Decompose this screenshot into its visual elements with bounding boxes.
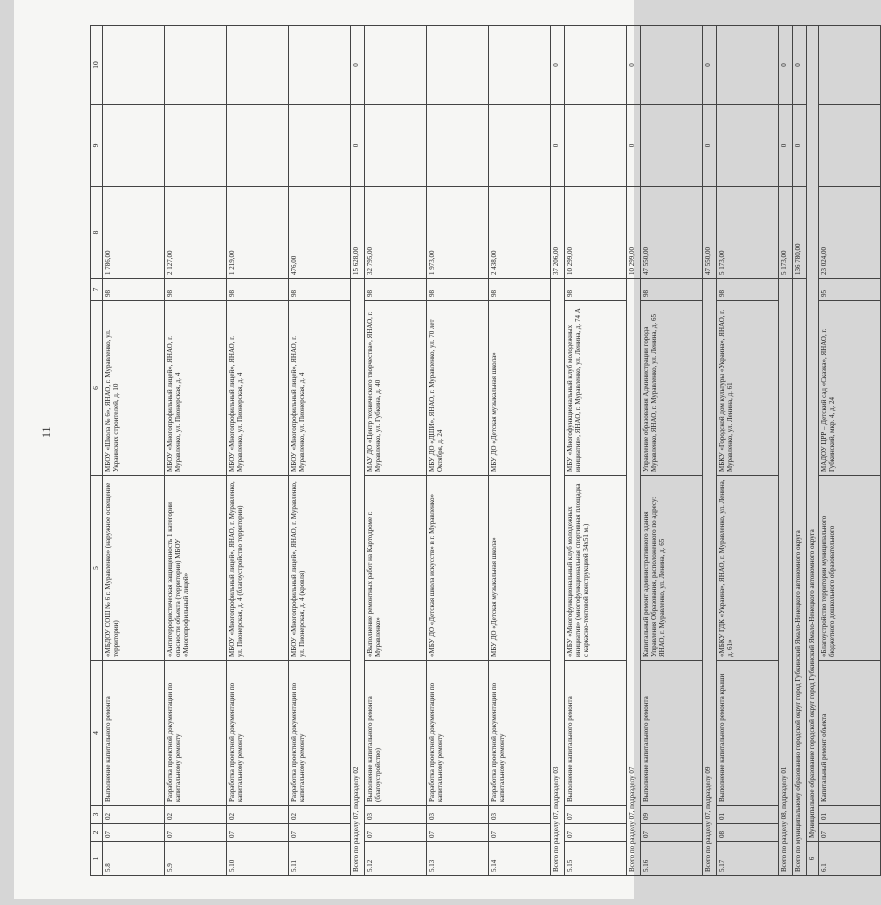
table-cell: 09: [640, 806, 702, 824]
table-cell: 98: [426, 279, 488, 301]
table-cell: 0: [550, 26, 564, 105]
table-cell: [364, 26, 426, 105]
table-cell: 37 206,00: [550, 187, 564, 279]
table-cell: [818, 105, 880, 187]
subtotal-row: [778, 26, 792, 876]
subtotal-row: [702, 26, 716, 876]
table-cell: 0: [778, 105, 792, 187]
table-cell: 0: [550, 105, 564, 187]
table-cell: 5.11: [288, 842, 350, 876]
table-row: [818, 26, 880, 876]
table-cell: 07: [102, 824, 164, 842]
table-cell: 07: [818, 824, 880, 842]
table-cell: 15 628,00: [350, 187, 364, 279]
column-number-header: [91, 26, 103, 876]
table-cell: «МБУ ДО «Детская школа искусств» в г. Муравленко»: [426, 476, 488, 661]
table-cell: [102, 26, 164, 105]
table-cell: 2: [91, 824, 103, 842]
table-cell: [288, 26, 350, 105]
table-cell: Выполнение капитального ремонта крыши: [716, 661, 778, 806]
table-cell: 476,00: [288, 187, 350, 279]
table-cell: 95: [818, 279, 880, 301]
table-cell: [426, 26, 488, 105]
table-cell: 07: [564, 824, 626, 842]
table-cell: 98: [488, 279, 550, 301]
table-row: [640, 26, 702, 876]
table-row: [488, 26, 550, 876]
table-cell: 3: [91, 806, 103, 824]
table-cell: 10 299,00: [564, 187, 626, 279]
table-cell: 2 438,00: [488, 187, 550, 279]
capital-repair-table: [90, 25, 881, 876]
table-cell: Выполнение капитального ремонта (благоустройство): [364, 661, 426, 806]
table-cell: [564, 105, 626, 187]
table-cell: «Антитеррористическая защищенность 1 категории опасности объекта (территории) МБОУ «Многопрофильный лицей»: [164, 476, 226, 661]
table-cell: 5.13: [426, 842, 488, 876]
subtotal-row: [550, 26, 564, 876]
table-cell: 03: [364, 806, 426, 824]
table-cell: 1 219,00: [226, 187, 288, 279]
table-cell: [640, 26, 702, 105]
table-cell: 07: [488, 824, 550, 842]
table-cell: 1: [91, 842, 103, 876]
table-cell: 02: [288, 806, 350, 824]
table-cell: МБОУ «Многопрофильный лицей», ЯНАО, г. Муравленко, ул. Пионерская, д. 4: [288, 301, 350, 476]
table-cell: Всего по разделу 07, подразделу 07: [626, 279, 640, 876]
table-body: [91, 26, 881, 876]
table-cell: Выполнение капитального ремонта: [640, 661, 702, 806]
table-cell: 07: [364, 824, 426, 842]
table-cell: 07: [426, 824, 488, 842]
table-cell: «МБДОУ СОШ № 6 г. Муравленко» (наружное освещение территории): [102, 476, 164, 661]
table-cell: [102, 105, 164, 187]
table-cell: 01: [818, 806, 880, 824]
table-cell: 0: [626, 105, 640, 187]
table-cell: 136 780,00: [792, 187, 806, 279]
table-cell: 23 024,00: [818, 187, 880, 279]
rotated-table-container: [90, 26, 836, 876]
table-cell: 07: [288, 824, 350, 842]
table-cell: МБОУ «Школа № 6», ЯНАО, г. Муравленко, ул. Украинских строителей, д. 10: [102, 301, 164, 476]
table-cell: МБУ «Многофункциональный клуб молодежных инициатив», ЯНАО, г. Муравленко, ул. Ленина, д. 74 А: [564, 301, 626, 476]
table-cell: МАУ ДО «Центр технического творчества», ЯНАО, г. Муравленко, ул. Губкина, д. 40: [364, 301, 426, 476]
table-cell: 10: [91, 26, 103, 105]
table-cell: 98: [288, 279, 350, 301]
table-cell: 0: [792, 26, 806, 105]
table-cell: 1 786,00: [102, 187, 164, 279]
table-cell: [164, 105, 226, 187]
table-row: [716, 26, 778, 876]
table-cell: 2 127,00: [164, 187, 226, 279]
table-cell: «Благоустройство территории муниципального бюджетного дошкольного образовательного: [818, 476, 880, 661]
table-cell: Выполнение капитального ремонта: [102, 661, 164, 806]
table-cell: МБОУ «Многопрофильный лицей», ЯНАО, г. Муравленко, ул. Пионерская, д. 4 (кровля): [288, 476, 350, 661]
table-row: [426, 26, 488, 876]
table-cell: Всего по разделу 08, подразделу 01: [778, 279, 792, 876]
table-cell: 5 173,00: [716, 187, 778, 279]
table-cell: Капитальный ремонт объекта: [818, 661, 880, 806]
table-cell: МАДОУ ЦРР – Детский сад «Сказка», ЯНАО, г. Губкинский, мкр. 4, д. 24: [818, 301, 880, 476]
table-cell: 47 550,00: [702, 187, 716, 279]
table-cell: 6.1: [818, 842, 880, 876]
table-cell: МБУ ДО «Детская музыкальная школа»: [488, 301, 550, 476]
page-number: 11: [39, 426, 53, 438]
table-cell: 07: [226, 824, 288, 842]
table-cell: Всего по разделу 07, подразделу 03: [550, 279, 564, 876]
table-cell: Разработка проектной документации по капитальному ремонту: [164, 661, 226, 806]
table-cell: 0: [778, 26, 792, 105]
table-cell: 5.14: [488, 842, 550, 876]
table-cell: [488, 26, 550, 105]
table-row: [364, 26, 426, 876]
table-cell: 98: [164, 279, 226, 301]
table-cell: Разработка проектной документации по капитальному ремонту: [488, 661, 550, 806]
table-cell: 07: [640, 824, 702, 842]
table-row: [164, 26, 226, 876]
table-cell: 98: [102, 279, 164, 301]
table-cell: МБКУ «Городской дом культуры «Украина», ЯНАО, г. Муравленко, ул. Ленина, д. 61: [716, 301, 778, 476]
table-cell: Управление образования Администрации города Муравленко, ЯНАО, г. Муравленко, ул. Ленина, д. 65: [640, 301, 702, 476]
table-cell: 03: [488, 806, 550, 824]
table-row: [564, 26, 626, 876]
table-row: [288, 26, 350, 876]
table-cell: Разработка проектной документации по капитальному ремонту: [226, 661, 288, 806]
table-cell: 5: [91, 476, 103, 661]
table-cell: 0: [350, 105, 364, 187]
table-cell: [164, 26, 226, 105]
table-cell: 5.12: [364, 842, 426, 876]
table-cell: 0: [350, 26, 364, 105]
table-cell: МБОУ «Многопрофильный лицей», ЯНАО, г. Муравленко, ул. Пионерская, д. 4 (благоустройство территории): [226, 476, 288, 661]
table-cell: 47 550,00: [640, 187, 702, 279]
table-cell: 4: [91, 661, 103, 806]
table-cell: [226, 105, 288, 187]
table-cell: 6: [806, 842, 818, 876]
table-cell: 32 795,00: [364, 187, 426, 279]
table-cell: 10 299,00: [626, 187, 640, 279]
table-cell: [426, 105, 488, 187]
table-cell: Капитальный ремонт административного здания Управления Образования, расположенного по адресу: ЯНАО, г. Муравленко, ул. Ленина, д. 65: [640, 476, 702, 661]
table-cell: 0: [792, 105, 806, 187]
table-cell: [716, 105, 778, 187]
table-cell: «МБКУ ГДК «Украина», ЯНАО, г. Муравленко, ул. Ленина, д. 61»: [716, 476, 778, 661]
table-cell: 98: [564, 279, 626, 301]
table-cell: 03: [426, 806, 488, 824]
subtotal-row: [792, 26, 806, 876]
table-row: [226, 26, 288, 876]
table-cell: 5.10: [226, 842, 288, 876]
table-cell: Разработка проектной документации по капитальному ремонту: [426, 661, 488, 806]
table-cell: [488, 105, 550, 187]
table-cell: 98: [226, 279, 288, 301]
table-cell: МБОУ «Многопрофильный лицей», ЯНАО, г. Муравленко, ул. Пионерская, д. 4: [226, 301, 288, 476]
table-cell: 5.9: [164, 842, 226, 876]
table-cell: 98: [640, 279, 702, 301]
subtotal-row: [350, 26, 364, 876]
table-cell: 5.8: [102, 842, 164, 876]
table-cell: [364, 105, 426, 187]
table-cell: МБУ ДО «ДШИ», ЯНАО, г. Муравленко, ул. 70 лет Октября, д. 24: [426, 301, 488, 476]
table-cell: 5.15: [564, 842, 626, 876]
table-cell: 5.17: [716, 842, 778, 876]
table-cell: «МБУ «Многофункциональный клуб молодежных инициатив» (многофункциональная спортивная площадка с каркасно-тентовой конструкцией 34х51 м.): [564, 476, 626, 661]
table-cell: Разработка проектной документации по капитальному ремонту: [288, 661, 350, 806]
table-cell: 07: [564, 806, 626, 824]
table-cell: 7: [91, 279, 103, 301]
table-cell: 02: [164, 806, 226, 824]
table-cell: 02: [102, 806, 164, 824]
table-cell: 0: [702, 26, 716, 105]
table-cell: «Выполнение ремонтных работ на Картодроме г. Муравленко»: [364, 476, 426, 661]
table-cell: 9: [91, 105, 103, 187]
table-cell: [716, 26, 778, 105]
table-cell: [640, 105, 702, 187]
table-cell: 5.16: [640, 842, 702, 876]
table-cell: 07: [164, 824, 226, 842]
subtotal-row: [626, 26, 640, 876]
table-cell: 6: [91, 301, 103, 476]
table-cell: [288, 105, 350, 187]
table-cell: Всего по разделу 07, подразделу 09: [702, 279, 716, 876]
table-cell: Муниципальное образование городской округ город Губкинский Ямало-Ненецкого автономного округа: [806, 26, 818, 842]
table-cell: [818, 26, 880, 105]
table-cell: 1 973,00: [426, 187, 488, 279]
table-cell: 02: [226, 806, 288, 824]
table-cell: 8: [91, 187, 103, 279]
table-cell: 98: [716, 279, 778, 301]
table-cell: [226, 26, 288, 105]
table-row: [102, 26, 164, 876]
table-cell: 0: [702, 105, 716, 187]
table-cell: Всего по разделу 07, подразделу 02: [350, 279, 364, 876]
table-cell: Всего по муниципальному образованию городской округ город Губкинский Ямало-Ненецкого автономного округа: [792, 279, 806, 876]
table-cell: [564, 26, 626, 105]
table-cell: МБУ ДО «Детская музыкальная школа»: [488, 476, 550, 661]
table-cell: 98: [364, 279, 426, 301]
section-row: [806, 26, 818, 876]
table-cell: 01: [716, 806, 778, 824]
table-cell: 0: [626, 26, 640, 105]
table-cell: 08: [716, 824, 778, 842]
table-cell: МБОУ «Многопрофильный лицей», ЯНАО, г. Муравленко, ул. Пионерская, д. 4: [164, 301, 226, 476]
table-cell: Выполнение капитального ремонта: [564, 661, 626, 806]
table-cell: 5 173,00: [778, 187, 792, 279]
